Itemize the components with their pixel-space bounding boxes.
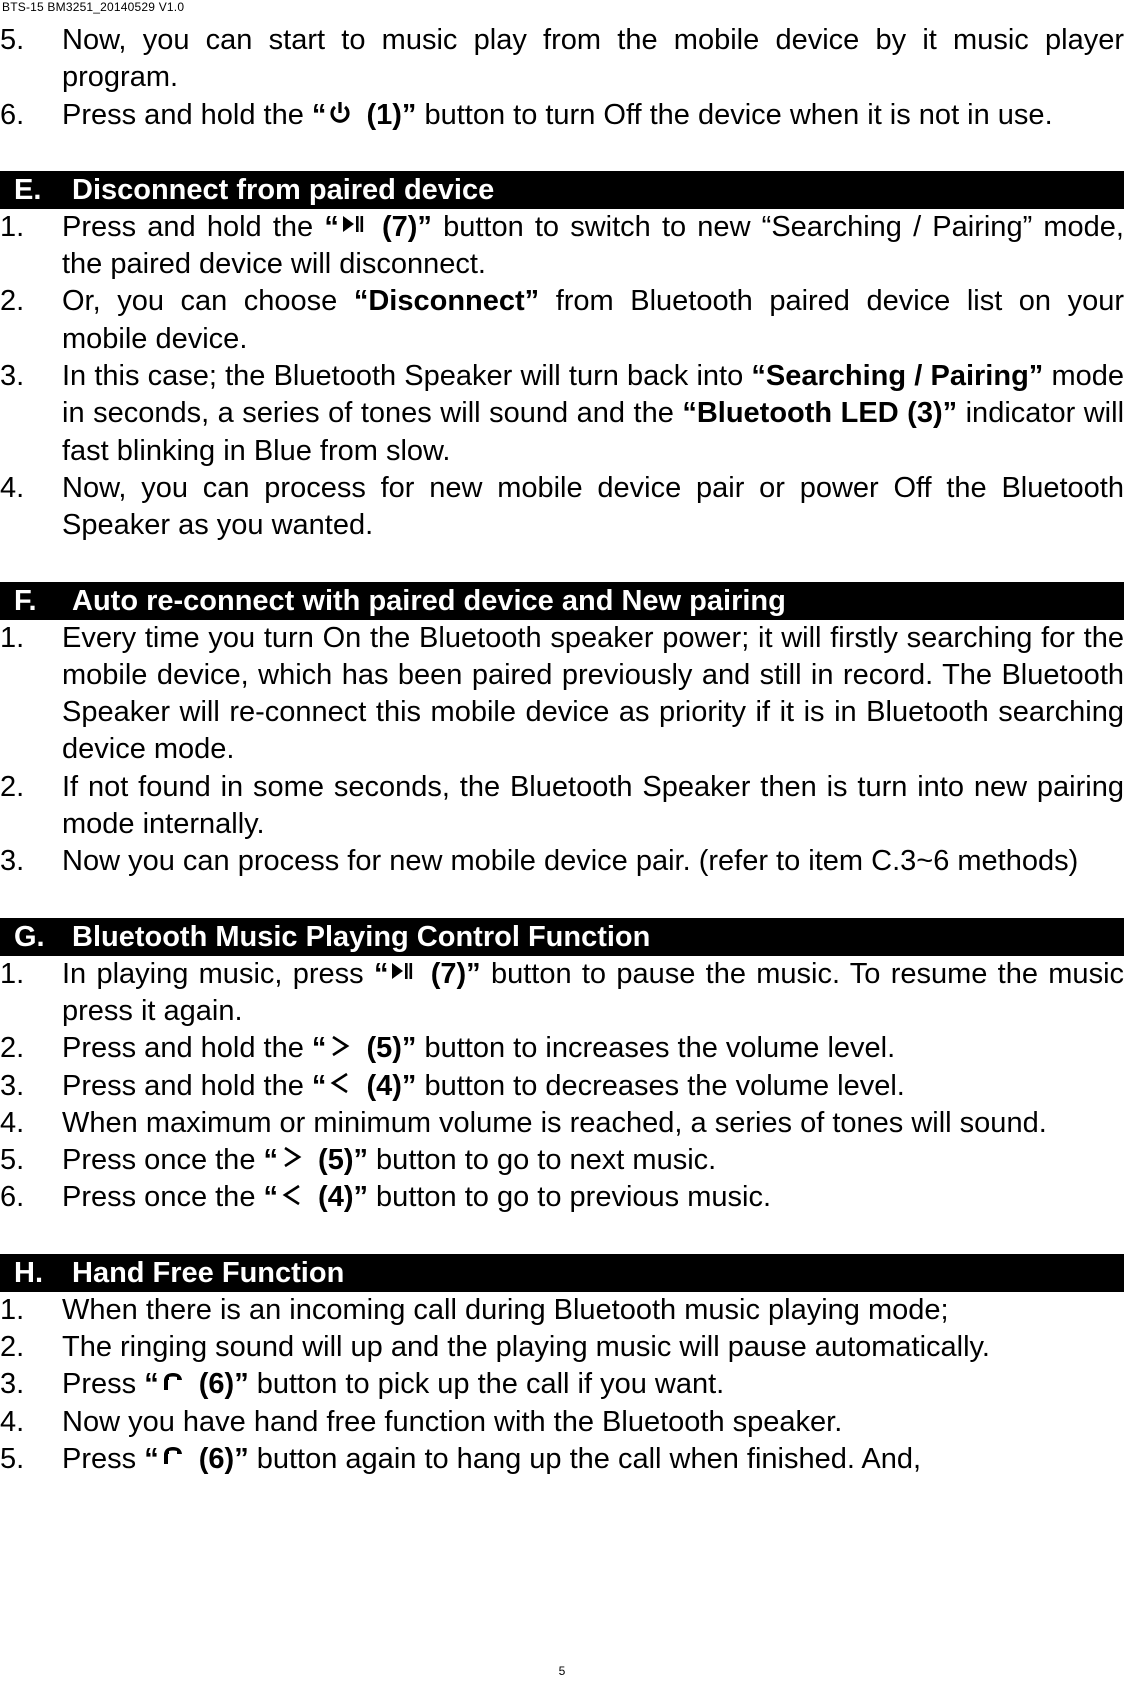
section-h-list xyxy=(0,1292,1124,1478)
section-header-g: G. Bluetooth Music Playing Control Function xyxy=(0,918,1124,956)
list-item: 2. The ringing sound will up and the playing music will pause automatically. xyxy=(0,1331,990,1364)
section-title: Bluetooth Music Playing Control Function xyxy=(72,920,651,953)
section-header-f: F. Auto re-connect with paired device and New pairing xyxy=(0,582,1124,620)
next-chevron-icon xyxy=(328,1032,352,1060)
section-header-e: E. Disconnect from paired device xyxy=(0,171,1124,209)
list-item: 2. If not found in some seconds, the Bluetooth Speaker then is turn into new pairing mode internally. xyxy=(0,770,1124,841)
list-item: 6. Press once the “ (4)” button to go to previous music. xyxy=(0,1181,771,1214)
list-item: 1. When there is an incoming call during Bluetooth music playing mode; xyxy=(0,1293,949,1326)
list-item: 5. Press once the “ (5)” button to go to next music. xyxy=(0,1144,717,1177)
list-item: 5. Press “ (6)” button again to hang up the call when finished. And, xyxy=(0,1442,922,1475)
phone-icon xyxy=(161,1368,185,1396)
play-pause-icon xyxy=(390,957,414,985)
section-g-list xyxy=(0,956,1124,1217)
list-item: 5. Now, you can start to music play from the mobile device by it music player program. xyxy=(0,24,1124,94)
phone-icon xyxy=(161,1442,185,1470)
list-item: 1. Every time you turn On the Bluetooth speaker power; it will firstly searching for the mobile device, which has been paired previously and still in record. The Bluetooth Speaker will re-connect this mobile device as priority if it is in Bluetooth searching device mode. xyxy=(0,621,1124,766)
list-item: 2. Or, you can choose “Disconnect” from Bluetooth paired device list on your mobile device. xyxy=(0,285,1124,355)
list-item: 4. Now, you can process for new mobile device pair or power Off the Bluetooth Speaker as you wanted. xyxy=(0,471,1124,542)
document-code: BTS-15 BM3251_20140529 V1.0 xyxy=(2,0,185,14)
prev-chevron-icon xyxy=(328,1069,352,1097)
power-icon xyxy=(328,98,352,126)
list-item: 1. In playing music, press “ (7)” button to pause the music. To resume the music press it again. xyxy=(0,957,1124,1027)
list-item: 6. Press and hold the “ (1)” button to turn Off the device when it is not in use. xyxy=(0,98,1053,131)
manual-page xyxy=(0,22,1124,1478)
section-f-list xyxy=(0,620,1124,881)
list-item: 2. Press and hold the “ (5)” button to increases the volume level. xyxy=(0,1032,896,1065)
list-item: 3. In this case; the Bluetooth Speaker will turn back into “Searching / Pairing” mode in seconds, a series of tones will sound and the “Bluetooth LED (3)” indicator will fast blinking in Blue from slow. xyxy=(0,360,1124,467)
prev-chevron-icon xyxy=(280,1181,304,1209)
section-title: Hand Free Function xyxy=(72,1256,345,1289)
list-item: 3. Press “ (6)” button to pick up the call if you want. xyxy=(0,1368,725,1401)
list-item: 3. Now you can process for new mobile device pair. (refer to item C.3~6 methods) xyxy=(0,845,1079,878)
section-title: Auto re-connect with paired device and New pairing xyxy=(72,584,786,617)
list-item: 1. Press and hold the “ (7)” button to switch to new “Searching / Pairing” mode, the paired device will disconnect. xyxy=(0,210,1124,281)
next-chevron-icon xyxy=(280,1143,304,1171)
list-item: 3. Press and hold the “ (4)” button to decreases the volume level. xyxy=(0,1069,905,1102)
section-e-list xyxy=(0,209,1124,545)
page-number: 5 xyxy=(558,1664,566,1678)
section-header-h: H. Hand Free Function xyxy=(0,1254,1124,1292)
list-item: 4. Now you have hand free function with the Bluetooth speaker. xyxy=(0,1405,843,1438)
section-title: Disconnect from paired device xyxy=(72,173,495,206)
play-pause-icon xyxy=(341,210,365,238)
list-item: 4. When maximum or minimum volume is reached, a series of tones will sound. xyxy=(0,1106,1047,1139)
intro-list xyxy=(0,22,1124,134)
